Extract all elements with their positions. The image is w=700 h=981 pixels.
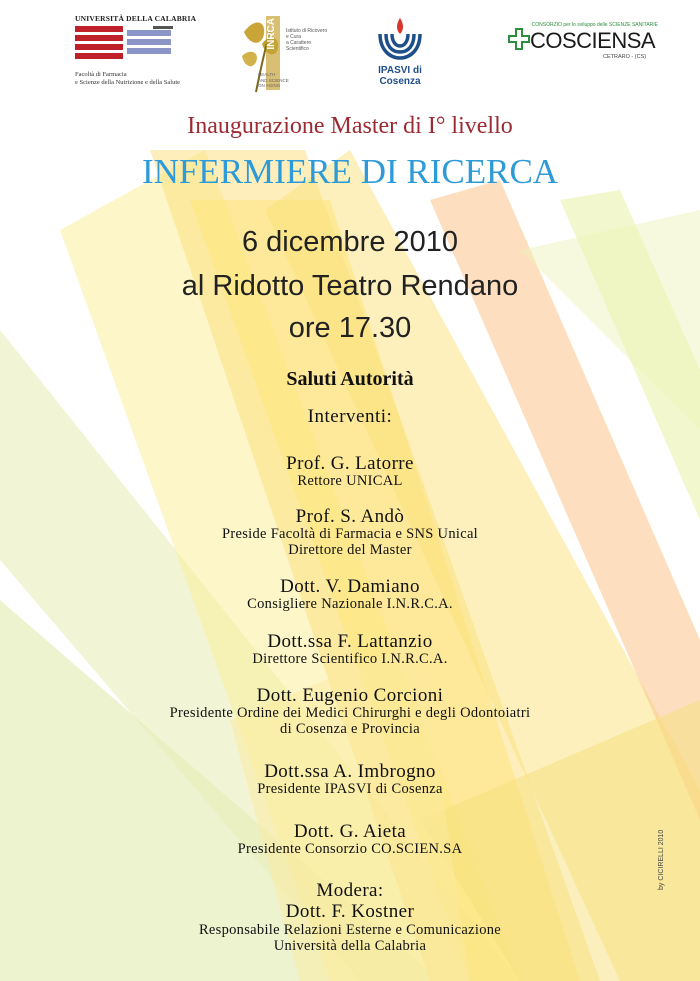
cosciensa-consortium: CONSORZIO per lo sviluppo delle SCIENZE SANITARIE — [531, 22, 658, 28]
speaker-role: Presidente Ordine dei Medici Chirurghi e degli Odontoiatri — [169, 705, 531, 721]
moderator-name: Dott. F. Kostner — [285, 901, 415, 922]
speaker-name: Dott. V. Damiano — [280, 576, 420, 597]
ipasvi-label: IPASVI di Cosenza — [378, 65, 422, 87]
inrca-description: Istituto di Ricovero e Cura a Carattere Scientifico — [286, 28, 328, 52]
speaker-name: Dott. G. Aieta — [293, 821, 407, 842]
unical-logo — [75, 14, 205, 84]
speaker-name: Prof. S. Andò — [295, 506, 405, 527]
speaker-name: Prof. G. Latorre — [286, 453, 414, 474]
speaker-role: Direttore Scientifico I.N.R.C.A. — [252, 651, 448, 667]
speaker-role: Presidente IPASVI di Cosenza — [257, 781, 443, 797]
event-venue: al Ridotto Teatro Rendano — [181, 270, 519, 302]
moderator-role: Responsabile Relazioni Esterne e Comunicazione — [198, 922, 502, 938]
designer-credit: by CICIRELLI 2010 — [658, 829, 665, 890]
event-date: 6 dicembre 2010 — [241, 226, 459, 258]
speaker-name: Dott.ssa A. Imbrogno — [264, 761, 436, 782]
inrca-logo — [236, 12, 336, 94]
inrca-footer: HEALTH AND SCIENCE ON AGING — [258, 72, 289, 88]
cosciensa-name: COSCIENSA — [530, 28, 656, 53]
event-title: Inaugurazione Master di I° livello — [187, 113, 513, 139]
cross-icon — [508, 28, 530, 50]
unical-emblem-icon — [75, 24, 175, 66]
speaker-role: Consigliere Nazionale I.N.R.C.A. — [247, 596, 453, 612]
event-time: ore 17.30 — [288, 312, 412, 344]
greetings-heading: Saluti Autorità — [286, 368, 414, 390]
speaker-role: Rettore UNICAL — [297, 473, 403, 489]
speaker-role: Presidente Consorzio CO.SCIEN.SA — [237, 841, 463, 857]
speaker-role: Direttore del Master — [288, 542, 412, 558]
moderator-heading: Modera: — [316, 880, 384, 901]
unical-faculty: Facoltà di Farmacia e Scienze della Nutrizione e della Salute — [75, 71, 181, 86]
cosciensa-logo — [508, 22, 668, 66]
speaker-name: Dott.ssa F. Lattanzio — [267, 631, 433, 652]
ipasvi-logo — [360, 16, 440, 87]
interventions-heading: Interventi: — [307, 406, 393, 427]
unical-name: UNIVERSITÀ DELLA CALABRIA — [75, 14, 197, 23]
cosciensa-city: CETRARO - (CS) — [603, 54, 647, 60]
ipasvi-emblem-icon — [376, 16, 424, 62]
speaker-name: Dott. Eugenio Corcioni — [256, 685, 444, 706]
moderator-role: Università della Calabria — [273, 938, 427, 954]
inrca-mark: INRCA — [266, 18, 277, 50]
speaker-role: di Cosenza e Provincia — [280, 721, 420, 737]
speaker-role: Preside Facoltà di Farmacia e SNS Unical — [221, 526, 479, 542]
event-subtitle: INFERMIERE DI RICERCA — [141, 152, 559, 191]
